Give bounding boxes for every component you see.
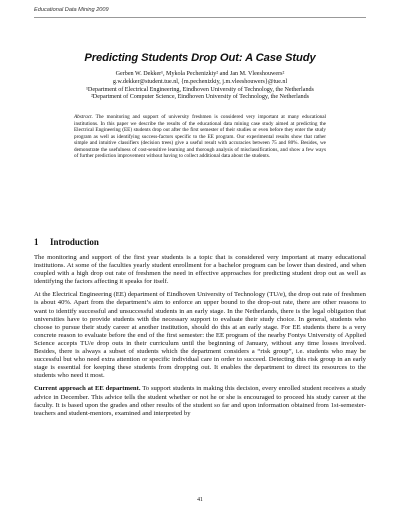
- section-heading: [34, 237, 99, 247]
- emails-line: g.w.dekker@student.tue.nl, {m.pechenizkiy, j.m.vleeshouwers}@tue.nl: [112, 78, 288, 85]
- paragraph-runin-heading: Current approach at EE department.: [34, 385, 141, 393]
- section-title: Introduction: [50, 237, 99, 247]
- authors-line: Gerben W. Dekker¹, Mykola Pechenizkiy² and Jan M. Vleeshouwers²: [115, 71, 285, 77]
- author-block: [30, 71, 370, 102]
- section-number: 1: [34, 237, 39, 247]
- header-rule: [34, 17, 366, 18]
- affiliation-line: ¹Department of Electrical Engineering, Eindhoven University of Technology, the Netherlands: [86, 86, 314, 93]
- abstract: [74, 114, 326, 160]
- paragraph: The monitoring and support of the first year students is a topic that is considered very important at many educational institutions. At some of the faculties yearly student enrollment for a bachelor program can be lower than desired, and when coupled with a high drop out rate of freshmen the need in effective approaches for predicting student drop out as well as identifying the factors affecting it speaks for itself.: [34, 254, 366, 286]
- body-text: [34, 254, 366, 423]
- abstract-text: The monitoring and support of university freshmen is considered very important at many educational institutions. In this paper we describe the results of the educational data mining case study aimed at predicting the Electrical Engineering (EE) students drop out after the first semester of their studies or even before they enter the study program as well as identifying success-factors specific to the EE program. Our experimental results show that rather simple and intuitive classifiers (decision trees) give a useful result with accuracies between 75 and 80%. Besides, we demonstrate the usefulness of cost-sensitive learning and thorough analysis of misclassifications, and show a few ways of further prediction improvement without having to collect additional data about the students.: [74, 114, 326, 160]
- page-number: 41: [197, 497, 203, 503]
- running-header: Educational Data Mining 2009: [34, 7, 109, 13]
- paragraph: [34, 385, 366, 417]
- paper-title: Predicting Students Drop Out: A Case Study: [84, 52, 316, 64]
- paragraph: At the Electrical Engineering (EE) department of Eindhoven University of Technology (TU/e), the drop out rate of freshmen is about 40%. Apart from the department’s aim to enforce an upper bound to the drop-out rate, there are other reasons to want to identify successful and unsuccessful students in an early stage. In the Netherlands, there is the legal obligation that universities have to provide students with the necessary support to evaluate their study choice. In general, students who choose to pursue their study career at another institution, should do this at an early stage. For EE students there is a very concrete reason to evaluate before the end of the first semester: the EE program of the nearby Fontys University of Applied Science accepts TU/e drop outs in their curriculum until the beginning of January, without any time losses involved. Besides, there is always a subset of students which the department considers a “risk group”, i.e. students who may be successful but who need extra attention or specific individual care in order to succeed. Detecting this risk group in an early stage is essential for keeping these students from dropping out. It enables the department to direct its resources to the students who need it most.: [34, 291, 366, 380]
- paragraph-text: To support students in making this decision, every enrolled student receives a study advice in December. This advice tells the student whether or not he or she is encouraged to proceed his study career at the faculty. It is based upon the grades and other results of the student so far and upon information obtained from 1st-semester-teachers and student-mentors, examined and interpreted by: [34, 385, 366, 417]
- abstract-label: Abstract.: [74, 114, 93, 120]
- affiliation-line: ²Department of Computer Science, Eindhoven University of Technology, the Netherlands: [90, 94, 309, 101]
